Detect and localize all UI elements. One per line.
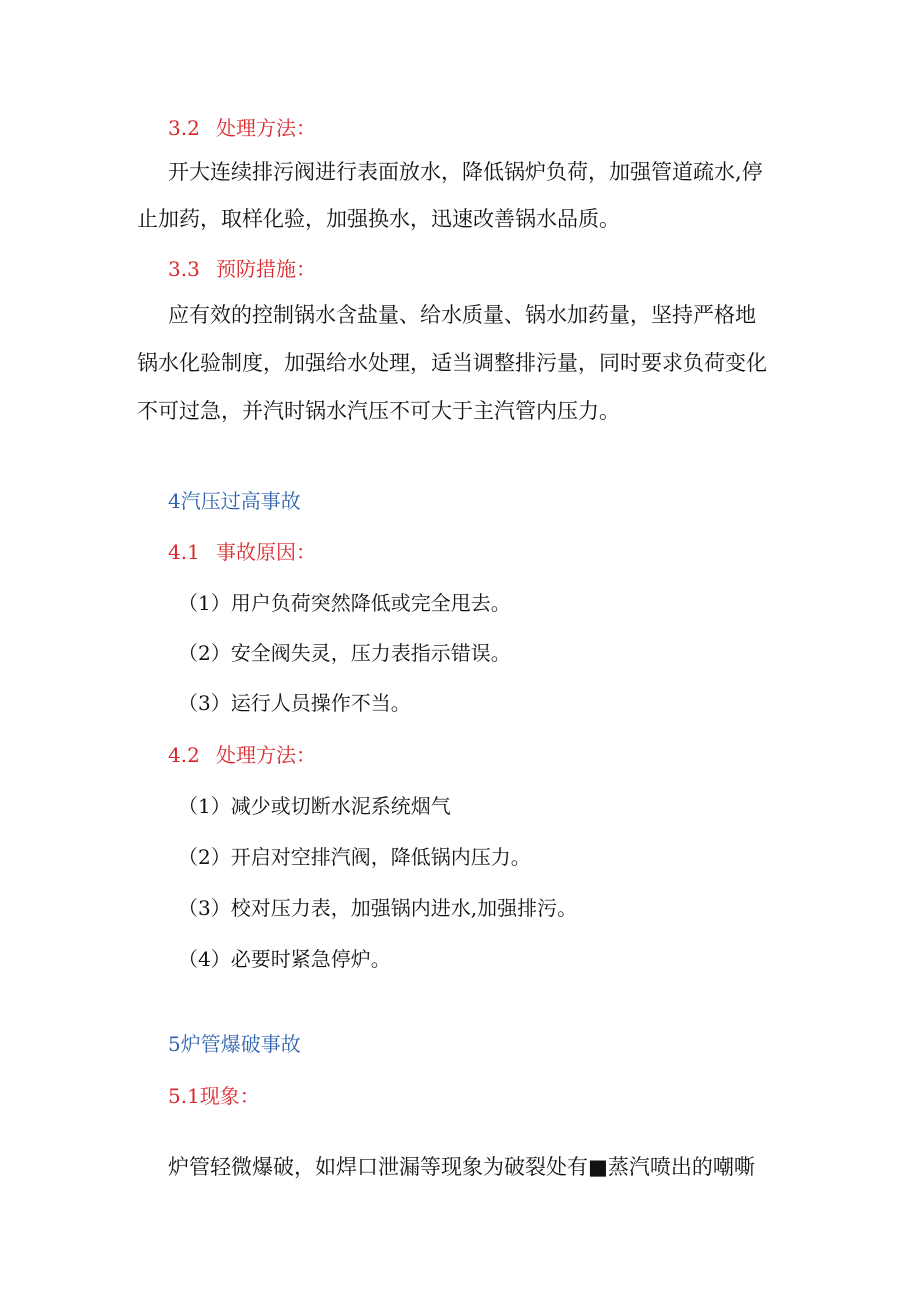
section-4-heading: 4汽压过高事故 xyxy=(168,489,301,513)
section-5-1-heading: 5.1现象： xyxy=(168,1084,260,1108)
section-number: 4.2 xyxy=(168,743,200,767)
list-item: （2）开启对空排汽阀，降低锅内压力。 xyxy=(178,845,531,869)
section-number: 3.2 xyxy=(168,116,200,140)
section-title: 事故原因： xyxy=(216,540,316,564)
list-item: （3）校对压力表，加强锅内进水,加强排污。 xyxy=(178,896,578,920)
section-title: 预防措施： xyxy=(216,257,316,281)
list-item: （1）减少或切断水泥系统烟气 xyxy=(178,794,451,818)
paragraph-line: 炉管轻微爆破，如焊口泄漏等现象为破裂处有■蒸汽喷出的嘲嘶 xyxy=(168,1155,755,1179)
list-item: （2）安全阀失灵，压力表指示错误。 xyxy=(178,641,511,665)
section-3-2-heading xyxy=(168,118,316,138)
list-item: （1）用户负荷突然降低或完全甩去。 xyxy=(178,591,511,615)
paragraph-line: 锅水化验制度，加强给水处理，适当调整排污量，同时要求负荷变化 xyxy=(137,351,767,375)
section-number: 4.1 xyxy=(168,540,200,564)
paragraph-line: 应有效的控制锅水含盐量、给水质量、锅水加药量，坚持严格地 xyxy=(168,303,756,327)
section-number: 3.3 xyxy=(168,257,200,281)
paragraph-line: 止加药，取样化验，加强换水，迅速改善锅水品质。 xyxy=(137,207,620,231)
section-5-heading: 5炉管爆破事故 xyxy=(168,1032,301,1056)
list-item: （4）必要时紧急停炉。 xyxy=(178,947,391,971)
section-4-1-heading xyxy=(168,542,316,562)
section-title: 处理方法： xyxy=(216,743,316,767)
list-item: （3）运行人员操作不当。 xyxy=(178,691,411,715)
section-title: 处理方法： xyxy=(216,116,316,140)
section-4-2-heading xyxy=(168,745,316,765)
paragraph-line: 开大连续排污阀进行表面放水，降低锅炉负荷，加强管道疏水,停 xyxy=(168,160,763,184)
section-3-3-heading xyxy=(168,259,316,279)
paragraph-line: 不可过急，并汽时锅水汽压不可大于主汽管内压力。 xyxy=(137,399,620,423)
